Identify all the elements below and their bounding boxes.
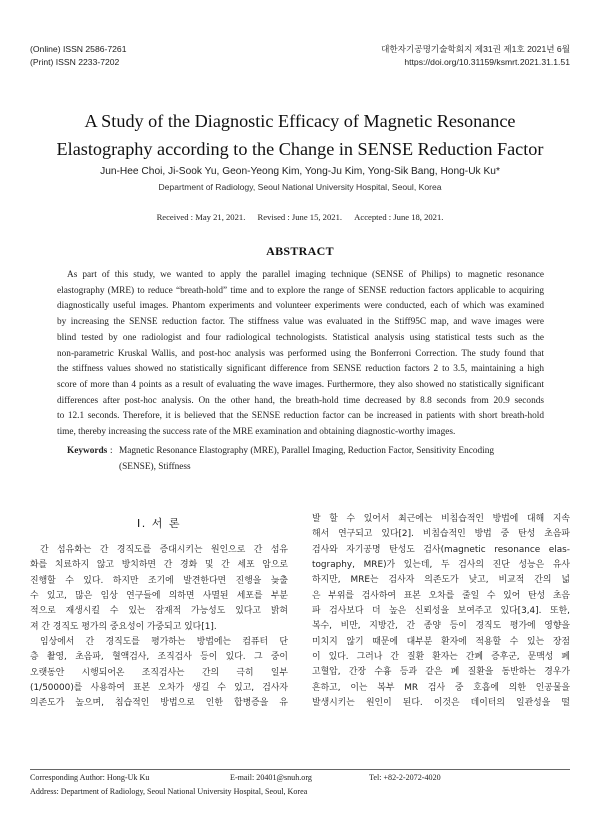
keywords-line: (SENSE), Stiffness xyxy=(119,461,191,472)
body-line: 흔하고, 이는 복부 MR 검사 중 호흡에 의한 인공물을 xyxy=(312,682,570,693)
abstract-line: As part of this study, we wanted to apply the parallel imaging technique (SENSE of Philips) to magnetic resonance xyxy=(67,270,544,280)
body-line: 수 있고, 많은 임상 연구들에 의하면 사멸된 세포를 부분 xyxy=(30,591,288,602)
body-line: 파 검사보다 더 높은 신뢰성을 보여주고 있다[3,4]. 또한, xyxy=(312,606,570,617)
abstract-line: by increasing the SENSE reduction factor. The stiffness value was evaluated in the Stiff95C map, and wave images were xyxy=(57,317,544,328)
abstract-heading: ABSTRACT xyxy=(266,244,334,258)
footnote-divider xyxy=(30,769,570,770)
corresponding-author: Corresponding Author: Hong-Uk Ku xyxy=(30,773,150,782)
running-header-left xyxy=(30,43,127,69)
keywords-label: Keywords xyxy=(67,446,108,456)
body-line: 져 간 경직도 평가의 중요성이 가중되고 있다[1]. xyxy=(30,621,217,632)
author-list: Jun-Hee Choi, Ji-Sook Yu, Geon-Yeong Kim, Yong-Ju Kim, Yong-Sik Bang, Hong-Uk Ku* xyxy=(100,166,500,177)
abstract-line: differences after post-hoc analysis. On the other hand, the breath-hold time decreased by 8.8 seconds from 20.9 seconds xyxy=(57,395,544,406)
body-line: 진행할 수 있다. 하지만 조기에 발견한다면 진행을 늦출 xyxy=(30,575,288,586)
keywords-colon: : xyxy=(110,446,113,456)
keywords-list xyxy=(119,444,544,475)
body-line: 고혈압, 간장 수흉 등과 같은 폐 질환을 동반하는 경우가 xyxy=(312,667,570,678)
affiliation: Department of Radiology, Seoul National University Hospital, Seoul, Korea xyxy=(158,182,442,192)
paper-title xyxy=(20,107,580,163)
body-column-right xyxy=(312,512,570,711)
body-line: 층 촬영, 초음파, 혈액검사, 조직검사 등이 있다. 그 중이 xyxy=(30,652,288,663)
abstract-line: to 12.1 seconds. Therefore, it is believed that the SENSE reduction factor can be increased in patients with short breath-hold xyxy=(57,411,544,422)
body-line: 의존도가 높으며, 침습적인 방법으로 인한 합병증을 유 xyxy=(30,698,288,709)
author-phone: Tel: +82-2-2072-4020 xyxy=(369,773,441,782)
abstract-line: elastography (MRE) to reduce “breath-hold” time and to explore the range of SENSE reduction factors applicable to acquiring xyxy=(57,285,544,296)
body-line: 하지만, MRE는 검사자 의존도가 낮고, 비교적 간의 넓 xyxy=(312,575,570,586)
body-line: 임상에서 간 경직도를 평가하는 방법에는 컴퓨터 단 xyxy=(40,637,288,648)
body-line: 발 할 수 있어서 최근에는 비침습적인 방법에 대해 지속 xyxy=(312,514,570,524)
body-line: 적으로 재생시킬 수 있는 잠재적 가능성도 있다고 밝혀 xyxy=(30,606,288,617)
body-line: 해서 연구되고 있다[2]. 비침습적인 방법 중 탄성 초음파 xyxy=(312,529,570,540)
abstract-line: blind tested by one radiologist and four radiological technologists. Statistical analysis using statistical tests such as the xyxy=(57,332,544,343)
print-issn: (Print) ISSN 2233-7202 xyxy=(30,57,120,67)
abstract-body xyxy=(57,268,544,441)
author-email[interactable]: E-mail: 20401@snuh.org xyxy=(230,773,312,782)
body-line: 검사와 자기공명 탄성도 검사(magnetic resonance elas- xyxy=(312,544,570,555)
body-line: 은 부위를 검사하여 표본 오차를 줄일 수 있어 탄성 초음 xyxy=(312,590,570,601)
section-heading-introduction: Ⅰ. 서 론 xyxy=(137,517,181,530)
body-line: 오랫동안 시행되어온 조직검사는 간의 극히 일부 xyxy=(30,667,288,678)
online-issn: (Online) ISSN 2586-7261 xyxy=(30,44,127,54)
abstract-line: diagnostically useful images. Phantom experiments and volunteer experiments were conducted, each of which was examined xyxy=(57,301,544,312)
body-line: 화를 치료하지 않고 방치하면 간 경화 및 간 세포 암으로 xyxy=(30,560,288,571)
body-line: 복수, 비만, 지방간, 간 종양 등이 경직도 평가에 영향을 xyxy=(312,621,570,632)
body-line: tography, MRE)가 있는데, 두 검사의 진단 성능은 유사 xyxy=(312,560,570,571)
doi-link[interactable]: https://doi.org/10.31159/ksmrt.2021.31.1.51 xyxy=(404,57,570,67)
body-line: 미치지 않기 때문에 대부분 환자에 적용할 수 있는 장점 xyxy=(312,636,570,647)
received-date: Received : May 21, 2021. xyxy=(156,212,246,222)
body-line: (1/50000)를 사용하여 표본 오차가 생길 수 있고, 검사자 xyxy=(30,683,288,694)
submission-dates xyxy=(20,212,580,222)
body-line: 간 섬유화는 간 경직도를 증대시키는 원인으로 간 섬유 xyxy=(40,545,288,555)
journal-citation: 대한자기공명기술학회지 제31권 제1호 2021년 6월 xyxy=(381,44,570,54)
abstract-line: score of more than 4 points as a result of evaluating the wave images. Furthermore, they also showed no statistically significant xyxy=(57,379,544,390)
abstract-line: non-parametric Kruskal Wallis, and post-hoc analysis was performed using the Bonferroni Correction. The study found that xyxy=(57,348,544,359)
body-column-left xyxy=(30,543,288,712)
paper-title-line-2: Elastography according to the Change in SENSE Reduction Factor xyxy=(56,139,544,159)
running-header-right xyxy=(381,43,570,69)
revised-date: Revised : June 15, 2021. xyxy=(257,212,343,222)
accepted-date: Accepted : June 18, 2021. xyxy=(354,212,444,222)
abstract-line: the stiffness values showed no statistically significant difference from SENSE reduction factors 2 to 3.5, maintaining a high xyxy=(57,364,544,375)
body-line: 이 있다. 그러나 간 질환 환자는 간폐 증후군, 문맥성 폐 xyxy=(312,652,570,663)
body-line: 발생시키는 원인이 된다. 이것은 데이터의 일관성을 떨 xyxy=(312,698,570,709)
abstract-line: time, thereby increasing the success rate of the MRE examination and obtaining diagnostic-worthy images. xyxy=(57,427,456,438)
paper-title-line-1: A Study of the Diagnostic Efficacy of Magnetic Resonance xyxy=(84,111,516,131)
keywords-line: Magnetic Resonance Elastography (MRE), Parallel Imaging, Reduction Factor, Sensitivity Encoding xyxy=(119,446,495,456)
author-address: Address: Department of Radiology, Seoul National University Hospital, Seoul, Korea xyxy=(30,787,308,796)
